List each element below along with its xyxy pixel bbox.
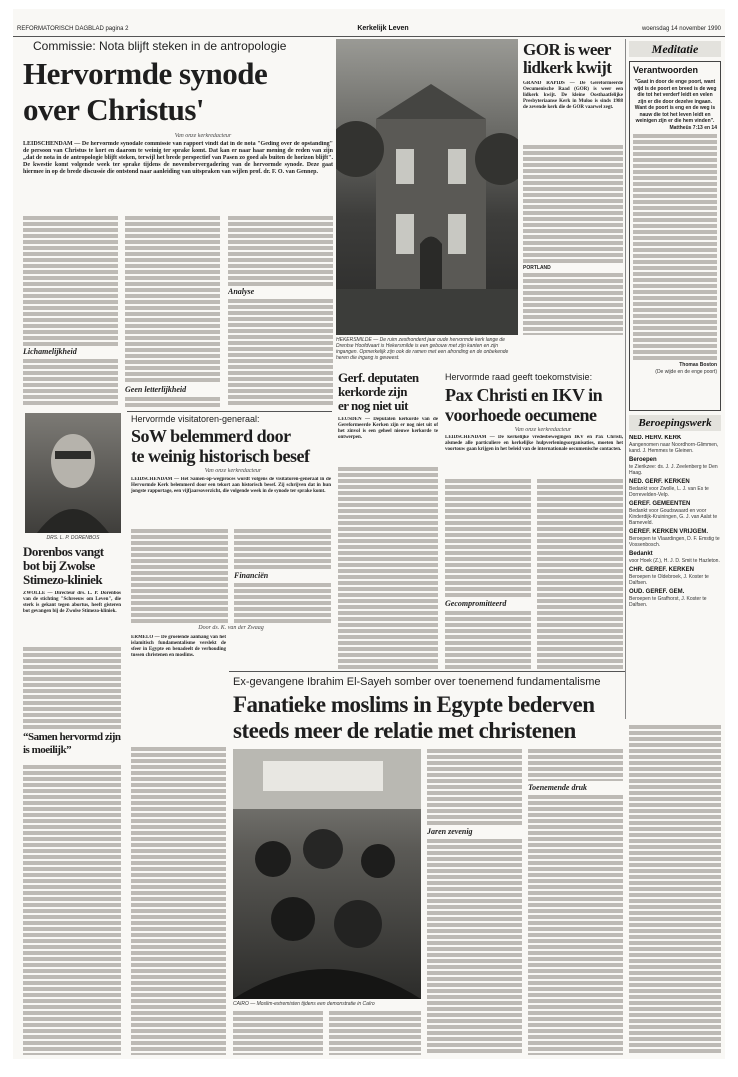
sovw-kicker: Hervormde visitatoren-generaal: <box>131 414 260 424</box>
gor-headline-line1: GOR is weer <box>523 41 611 59</box>
samen-body <box>23 765 121 1055</box>
cairo-photo <box>233 749 421 999</box>
art1-headline-line2: over Christus' <box>23 92 205 127</box>
beroep-item <box>629 479 721 498</box>
newspaper-page <box>13 9 725 1059</box>
cairo-photo-caption: CAIRO — Moslim-extremisten tijdens een demonstratie in Caïro <box>233 1001 375 1007</box>
header-rule <box>13 36 725 37</box>
beroep-item-head: OUD. GEREF. GEM. <box>629 589 685 595</box>
gor-body-2 <box>523 273 623 335</box>
section-title: Kerkelijk Leven <box>357 25 409 32</box>
sovw-body-col2 <box>234 529 331 569</box>
moslims-body-col-left <box>131 747 226 1055</box>
moslims-headline-line2: steeds meer de relatie met christenen <box>233 718 576 743</box>
samen-headline-text: “Samen hervormd zijn is moeilijk” <box>23 731 121 756</box>
gor-lead: GRAND RAPIDS — De Gereformeerde Oecumenische Raad (GOR) is weer een lidkerk kwijt. De kleine Oosthaatfelijke Presbyteriaanse Kerk in Muloo is sinds 1988 de zevende kerk die de GOR vaarwel zegt. <box>523 81 623 110</box>
dorenbos-body <box>23 647 121 729</box>
header-date: woensdag 14 november 1990 <box>641 26 721 32</box>
samen-headline <box>23 731 123 761</box>
meditatie-title: Verantwoorden <box>633 65 699 75</box>
gor-portland: PORTLAND <box>523 265 551 271</box>
paxchristi-lead: LEIDSCHENDAM — De kerkelijke vredesbewegingen IKV en Pax Christi, alsmede alle particuliere en kerkelijke hulpverleningsorganisaties, moeten het voortouw gaan krijgen in het beleid van de internationale oecumenische contacten. <box>445 435 623 452</box>
moslims-kicker: Ex-gevangene Ibrahim El-Sayeh somber over toenemend fundamentalisme <box>233 676 601 688</box>
dorenbos-headline-line1: Dorenbos vangt <box>23 545 104 559</box>
dorenbos-photo-caption: DRS. L. P. DORENBOS <box>46 535 100 541</box>
moslims-subhead-jaren: Jaren zevenig <box>427 827 473 836</box>
beroep-item <box>629 551 721 564</box>
art1-kicker: Commissie: Nota blijft steken in de antropologie <box>33 39 287 53</box>
beroep-item-text: voor Hoek (Z.), H. J. D. Smit te Hazleton. <box>629 558 720 564</box>
sovw-headline-line2: te weinig historisch besef <box>131 446 310 466</box>
gerfdep-headline-line2: kerkorde zijn <box>338 385 407 399</box>
beroepingswerk-tag <box>629 415 721 431</box>
art1-subhead-analyse: Analyse <box>228 287 255 296</box>
beroep-item <box>629 567 721 586</box>
meditatie-tag <box>629 41 721 57</box>
header-left: REFORMATORISCH DAGBLAD pagina 2 <box>17 26 129 32</box>
gerfdep-lead: LEUSDEN — Deputaten kerkorde van de Gereformeerde Kerken zijn er nog niet uit of het zinvol is een geheel nieuwe kerkorde te ontwerpen. <box>338 417 438 440</box>
moslims-lead: ERMELO — De groeiende aanhang van het islamitisch fundamentalisme verslekt de sfeer in Egypte en benadeelt de verhouding tussen christenen en moslims. <box>131 635 226 658</box>
moslims-body-under-photo-col1 <box>233 1011 323 1055</box>
meditatie-body <box>633 134 717 362</box>
meditatie-label: Meditatie <box>651 42 699 56</box>
beroep-item-text: Aangenomen naar Noordhorn-Glimmen, kand. J. Hemmes te Gleinen. <box>629 442 719 454</box>
moslims-body-col4 <box>528 749 623 781</box>
beroep-item-text: Bedankt voor Zwolle, L. J. van Es te Dorrevelden-Velp. <box>629 486 709 498</box>
beroep-item-head: CHR. GEREF. KERKEN <box>629 567 695 573</box>
sovw-byline: Van onze kerkredacteur <box>204 468 262 474</box>
moslims-body-under-photo-col2 <box>329 1011 421 1055</box>
gerfdep-headline-line3: er nog niet uit <box>338 399 408 413</box>
meditatie-author-note: (De wijde en de enge poort) <box>655 368 717 375</box>
beroep-item-head: Bedankt <box>629 551 653 557</box>
beroep-item-text: Beroepen te Vlaardingen, D. F. Emstig te Vossenbosch. <box>629 536 720 548</box>
beroep-item <box>629 435 721 454</box>
moslims-byline: Door ds. K. van der Zwaag <box>198 625 264 631</box>
art1-lead: LEIDSCHENDAM — De hervormde synodale commissie van rapport vindt dat in de nota "Geding over de opstanding" de persoon van Christus te kort en daarom te weinig ter sprake komt. Dat kan er naar haar mening de reden van zijn „dat de nota in de antropologie blijft steken, terwijl het brede perspectief van Pasen zo goed als buiten de horizon blijft". De kwestie komt volgende week ter sprake tijdens de novembervergadering van de hervormde synode. Deze gaat hiermee in op de brede discussie die ontstond naar aanleiding van uitspraken van wijlen prof. dr. F. O. van Gennep. <box>23 141 333 175</box>
dorenbos-photo <box>25 413 121 533</box>
beroep-item-text: te Zierikzee: ds. J. J. Zeelenberg te Den Haag. <box>629 464 718 476</box>
portrait-illustration <box>25 413 121 533</box>
beroep-item-head: NED. GERF. KERKEN <box>629 479 690 485</box>
dorenbos-lead: ZWOLLE — Directeur drs. L. P. Dorenbos van de stichting "Schreeuw om Leven", die sterk is gekant tegen abortus, heeft gisteren bot gevangen bij de Zwolse Stimezo-kliniek. <box>23 591 121 614</box>
meditatie-author: Thomas Boston <box>679 361 717 368</box>
moslims-top-rule <box>229 671 625 672</box>
moslims-body-col5 <box>629 725 721 1055</box>
sovw-subhead-financien: Financiën <box>234 571 269 580</box>
beroep-item <box>629 457 721 476</box>
art1-subhead-lichamelijkheid: Lichamelijkheid <box>23 347 77 356</box>
moslims-subhead-druk: Toenemende druk <box>528 783 588 792</box>
meditatie-reference: Mattheüs 7:13 en 14 <box>669 124 717 131</box>
paxchristi-subhead: Gecompromitteerd <box>445 599 507 608</box>
meditatie-box <box>629 61 721 411</box>
paxchristi-byline: Van onze kerkredacteur <box>514 427 572 433</box>
art1-body-col2b <box>125 397 220 407</box>
beroep-item <box>629 529 721 548</box>
art1-body-col3b <box>228 299 333 407</box>
beroep-item <box>629 501 721 526</box>
gerfdep-body <box>338 467 438 669</box>
divider-v1 <box>625 39 626 719</box>
moslims-headline-line1: Fanatieke moslims in Egypte bederven <box>233 692 595 717</box>
beroep-item <box>629 589 721 608</box>
sovw-body-col1 <box>131 529 228 623</box>
church-photo <box>336 39 518 335</box>
sovw-headline-line1: SoW belemmerd door <box>131 426 291 446</box>
paxchristi-body-col2 <box>537 479 623 669</box>
beroep-item-head: Beroepen <box>629 457 657 463</box>
moslims-body-col3 <box>427 749 522 825</box>
sovw-lead: LEIDSCHENDAM — Het Samen-op-wegproces wordt volgens de visitatoren-generaal in de Hervormde Kerk belemmerd door een tekort aan historisch besef. Zij schrijven dat in hun jongste rapportage, een vijfjaarsoverzicht, die volgende week in de synode ter sprake komt. <box>131 477 331 494</box>
paxchristi-body-col1b <box>445 611 531 669</box>
moslims-body-col3b <box>427 839 522 1055</box>
beroep-item-text: Beroepen te Oldebroek, J. Koster te Dalfsen. <box>629 574 709 586</box>
dorenbos-headline-line3: Stimezo-kliniek <box>23 573 103 587</box>
gor-body <box>523 145 623 263</box>
art1-body-col2 <box>125 216 220 384</box>
paxchristi-headline-line1: Pax Christi en IKV in <box>445 385 603 405</box>
paxchristi-kicker: Hervormde raad geeft toekomstvisie: <box>445 372 593 382</box>
art1-body-col1b <box>23 359 118 407</box>
crowd-illustration <box>233 749 421 999</box>
sovw-top-rule <box>127 411 332 412</box>
beroep-item-head: GEREF. KERKEN VRIJGEM. <box>629 529 709 535</box>
paxchristi-body-col1 <box>445 479 531 597</box>
beroepingswerk-label: Beroepingswerk <box>638 417 712 429</box>
beroep-item-head: NED. HERV. KERK <box>629 435 682 441</box>
art1-headline-line1: Hervormde synode <box>23 56 268 91</box>
art1-body-col3 <box>228 216 333 286</box>
dorenbos-headline-line2: bot bij Zwolse <box>23 559 95 573</box>
art1-subhead-letterlijkheid: Geen letterlijkheid <box>125 385 187 394</box>
paxchristi-headline-line2: voorhoede oecumene <box>445 405 597 425</box>
beroep-item-head: GEREF. GEMEENTEN <box>629 501 691 507</box>
beroepingswerk-list <box>629 435 721 719</box>
moslims-body-col4b <box>528 795 623 1055</box>
beroep-item-text: Beroepen te Grafhorst, J. Koster te Dalfsen. <box>629 596 707 608</box>
beroep-item-text: Bedankt voor Goudswaard en voor Kinderdijk-Kruiningen, G. J. van Aalst te Barneveld. <box>629 508 718 526</box>
art1-body-col1 <box>23 216 118 346</box>
sovw-body-col2b <box>234 583 331 623</box>
church-photo-caption: HEKERSMILDE — De ruim zesthonderd jaar oude hervormde kerk lange de Drentse Hoofdvaart is Hekersmilde is een gebouw met zijn kanten en zijn ingangen. Opmerkelijk zijn ook de ramen met een afronding en de onbekende heren die ingang is geweest. <box>336 337 509 361</box>
gor-headline-line2: lidkerk kwijt <box>523 59 612 77</box>
church-illustration <box>336 39 518 335</box>
meditatie-quote: "Gaat in door de enge poort, want wijd is de poort en breed is de weg die tot het verderf leidt en velen zijn er die door dezelve ingaan. Want de poort is eng en de weg is nauw die tot het leven leidt en weinigen zijn er die hem vinden". <box>633 79 717 124</box>
art1-byline: Van onze kerkredacteur <box>174 133 232 139</box>
gerfdep-headline-line1: Gerf. deputaten <box>338 371 419 385</box>
